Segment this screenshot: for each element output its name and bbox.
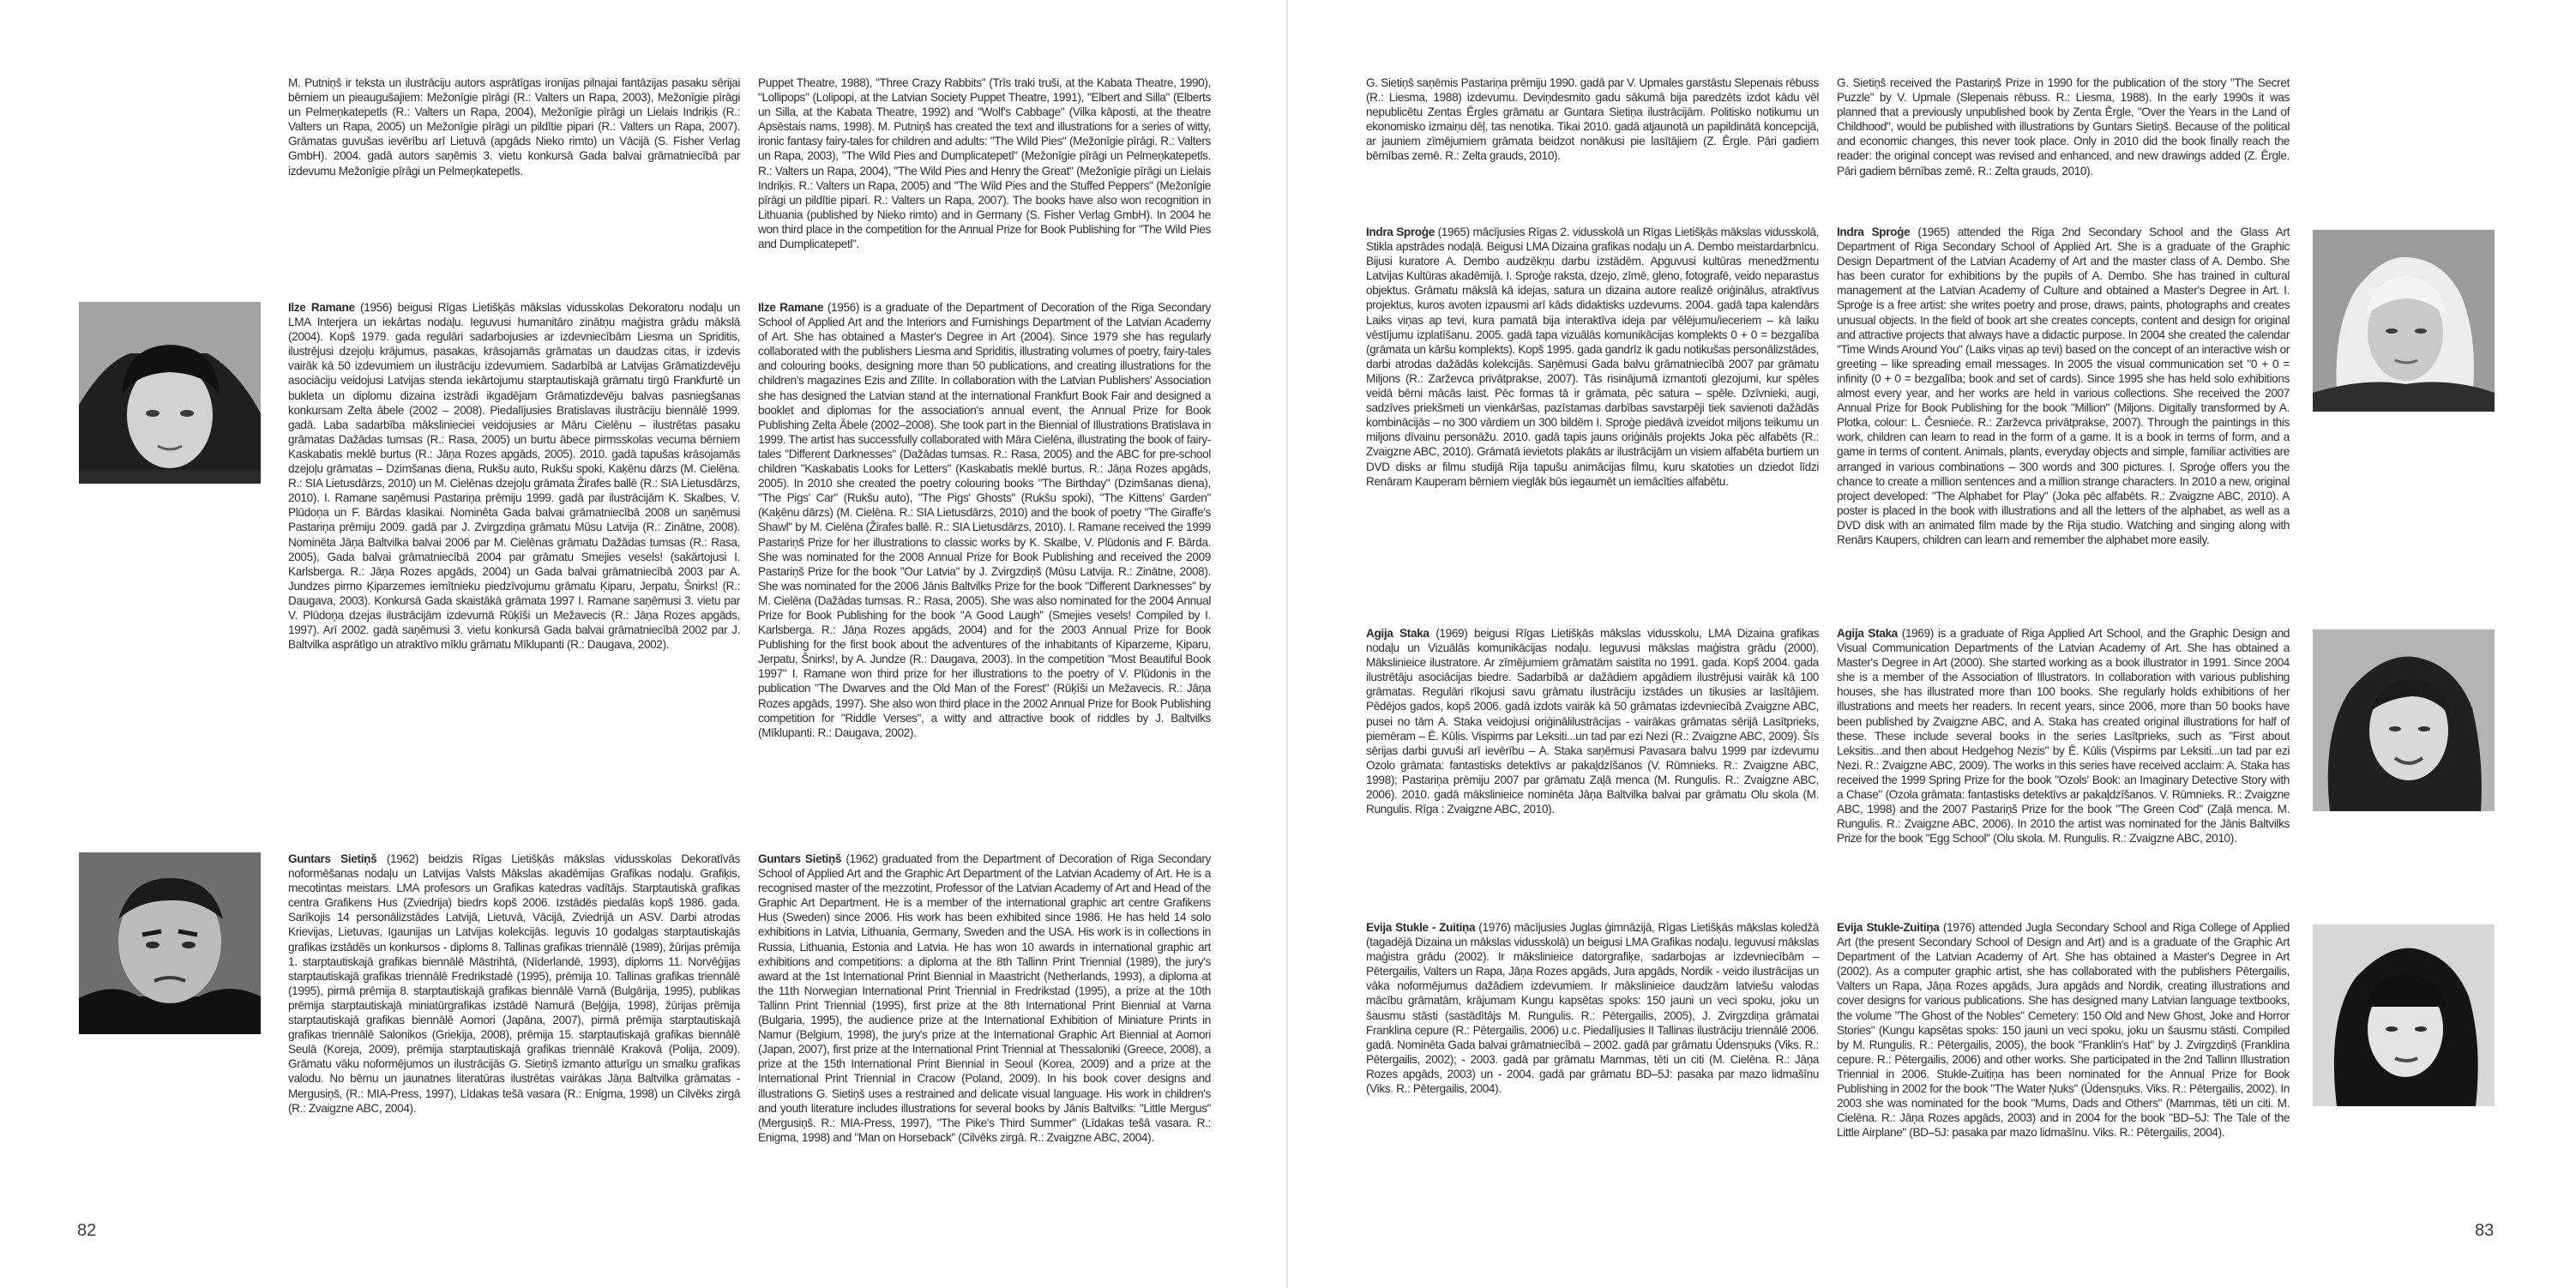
artist-name: Ilze Ramane [288,301,355,314]
portrait-photo-evija-stukle-zuitina [2313,924,2495,1106]
putnins-text-en [758,75,1211,251]
paragraph: G. Sietiņš received the Pastariņš Prize in 1990 for the publication of the story "The Secret Puzzle" by V. Upmale (Slepenais rēbuss. R.: Liesma, 1988). In the early 1990s it was planned that a previously unpublished book by Zenta Ērgle, "Over the Years in the Land of Childhood", would be published with illustrations by Guntars Sietiņš. Because of the political and economic changes, this never took place. Only in 2010 did the book finally reach the reader: the original concept was revised and enhanced, and new drawings added (Z. Ērgle. Pāri gadiem bērnības zemē. R.: Zelta grauds, 2010). [1837,76,2290,178]
artist-name: Evija Stukle - Zuitiņa [1366,921,1476,934]
portrait-photo-agija-staka [2313,629,2495,811]
sietins-text-en [758,852,1211,1145]
putnins-text-lv [288,75,740,178]
left-page [0,0,1286,1288]
artist-name: Evija Stukle-Zuitiņa [1837,921,1940,934]
stukle-text-en [1837,920,2290,1140]
sproge-text-en [1837,225,2290,547]
artist-name: Guntars Sietiņš [288,852,377,865]
artist-name: Indra Sproģe [1366,226,1435,238]
artist-name: Guntars Sietiņš [758,852,842,865]
paragraph: Puppet Theatre, 1988), "Three Crazy Rabbits" (Trīs traki truši, at the Kabata Theatre, 1990), "Lollipops" (Lolipopi, at the Latvian Society Puppet Theatre, 1991), "Elbert and Silla" (Elberts un Silla, at the Kabata Theatre, 1992) and "Wolf's Cabbage" (Vilka kāposti, at the theatre Apsēstais nams, 1998). M. Putniņš has created the text and illustrations for a series of witty, ironic fantasy fairy-tales for children and adults: "The Wild Pies" (Mežonīgie pīrāgi. R.: Valters un Rapa, 2003), "The Wild Pies and Dumplicatepetl" (Mežonīgie pīrāgi un Pelmeņkatepetls. R.: Valters un Rapa, 2004), "The Wild Pies and Henry the Great" (Mežonīgie pīrāgi un Lielais Indriķis. R.: Valters un Rapa, 2005) and "The Wild Pies and the Stuffed Peppers" (Mežonīgie pīrāgi un pildītie pipari. R.: Valters un Rapa, 2007). The books have also won recognition in Lithuania (published by Nieko rimto) and in Germany (S. Fisher Verlag GmbH). In 2004 he won third place in the competition for the Annual Prize for Book Publishing for "The Wild Pies and Dumplicatepetl". [758,76,1211,251]
sietins-text-lv [288,852,740,1116]
paragraph: G. Sietiņš saņēmis Pastariņa prēmiju 1990. gadā par V. Upmales garstāstu Slepenais rēbuss (R.: Liesma, 1988) izdevumu. Deviņdesmito gadu sākumā bija paredzēts izdot kādu vēl nepublicētu Zentas Ērgles grāmatu ar Guntara Sietiņa ilustrācijām. Politisko notikumu un ekonomisko izmaiņu dēļ, tas nenotika. Tikai 2010. gadā atjaunotā un papildinātā koncepcijā, ar jauniem zīmējumiem grāmata beidzot nonākusi pie lasītājiem (Z. Ērgle. Pāri gadiem bērnības zemē. R.: Zelta grauds, 2010). [1366,76,1819,163]
biography: (1976) mācījusies Juglas ģimnāzijā, Rīgas Lietišķās mākslas koledžā (tagadējā Dizaina un mākslas vidusskolā) un beigusi LMA Grafikas nodaļu. Ieguvusi mākslas maģistra grādu (2002). Ir mākslinieice datorgrafiķe, sadarbojas ar izdevniecībām – Pētergailis, Valters un Rapa, Jāņa Rozes apgāds, Jura apgāds, Nordik - veido ilustrācijas un vāka noformējumus dažādiem izdevumiem. Ir mākslinieice daudzām latviešu valodas mācību grāmatām, krājumam Kungu kapsētas spoks: 150 jauni un veci spoku, joku un šausmu stāsti (sastādītājs M. Rungulis. R.: Pētergailis, 2005), J. Zvirgzdiņa grāmatai Franklina cepure (R.: Pētergailis, 2006) u.c. Piedalījusies II Tallinas ilustrāciju triennālē 2006. gadā. Nominēta Gada balvai grāmatniecībā – 2002. gadā par grāmatu Ūdensņuks (Viks. R.: Pētergailis, 2002); - 2003. gadā par grāmatu Mammas, tēti un citi (M. Cielēna. R.: Jāņa Rozes apgāds, 2003) un - 2004. gadā par grāmatu BD–5J: pasaka par mazo lidmašīnu (Viks. R.: Pētergailis, 2004). [1366,921,1819,1096]
paragraph [1837,626,2290,846]
biography: (1962) graduated from the Department of Decoration of Riga Secondary School of Applied Art and the Graphic Art Department of the Latvian Academy of Art. He is a recognised master of the mezzotint, Professor of the Latvian Academy of Art and Head of the Graphic Art Department. He is a member of the international graphic art centre Grafikens Hus (Sweden) since 2006. His work has been exhibited since 1986. He has held 14 solo exhibitions in Latvia, Lithuania, Germany, Sweden and the USA. His work is in collections in Russia, Lithuania, Estonia and Latvia. He has won 10 awards in international graphic art exhibitions and competitions: a diploma at the 8th Tallinn Print Triennial (1989), the jury's award at the 1st International Print Biennial in Maastricht (Netherlands, 1993), a diploma at the 11th Norwegian International Print Triennial in Fredrikstad (1995), a prize at the 10th Tallinn Print Triennial (1995), first prize at the 8th International Print Biennial at Varna (Bulgaria, 1995), the audience prize at the International Exhibition of Miniature Prints in Namur (Belgium, 1998), the jury's prize at the International Graphic Art Biennial at Aomori (Japan, 2007), first prize at the International Print Triennial at Thessaloniki (Greece, 2008), a prize at the 15th International Print Biennial in Seoul (Korea, 2009) and a prize at the International Print Triennial in Cracow (Poland, 2009). In his book cover designs and illustrations G. Sietiņš uses a restrained and delicate visual language. His work in children's and youth literature includes illustrations for several books by Jānis Baltvilks: "Little Mergus" (Mergusiņš. R.: MIA-Press, 1997), "The Pike's Third Summer" (Līdakas tešā vasara. R.: Enigma, 1998) and "Man on Horseback" (Cilvēks zirgā. R.: Zvaigzne ABC, 2004). [758,852,1212,1144]
ramane-text-lv [288,300,740,652]
portrait-photo-indra-sproge [2313,230,2495,412]
artist-name: Indra Sproģe [1837,226,1911,238]
paragraph: M. Putniņš ir teksta un ilustrāciju autors asprātīgas ironijas pilnajai fantāzijas pasaku sērijai bērniem un pieaugušajiem: Mežonīgie pīrāgi (R.: Valters un Rapa, 2003), Mežonīgie pīrāgi un Pelmeņkatepetls (R.: Valters un Rapa, 2004), Mežonīgie pīrāgi un Lielais Indriķis (R.: Valters un Rapa, 2005) un Mežonīgie pīrāgi un pildītie pipari (R.: Valters un Rapa, 2007). Grāmatas guvušas ievērību arī Lietuvā (apgāds Nieko rimto) un Vācijā (S. Fisher Verlag GmbH). 2004. gadā autors saņēmis 3. vietu konkursā Gada balvai grāmatniecībā par izdevumu Mežonīgie pīrāgi un Pelmeņkatepetls. [288,76,740,178]
right-page [1288,0,2576,1288]
ramane-text-en [758,300,1211,740]
paragraph [288,852,740,1116]
artist-name: Agija Staka [1366,627,1429,640]
staka-text-en [1837,626,2290,846]
biography: (1969) beigusi Rīgas Lietišķās mākslas vidusskolu, LMA Dizaina grafikas nodaļu un Vizuālās komunikācijas nodaļu. Ieguvusi mākslas maģistra grādu (2000). Mākslinieice ilustratore. Ar zīmējumiem grāmatām saistīta no 1991. gada. Kopš 2004. gada ilustrētāju asociācijas biedre. Sadarbībā ar dažādiem apgādiem ilustrējusi vairāk kā 100 grāmatas. Regulāri rīkojusi savu grāmatu ilustrāciju izstādes un tikusies ar lasītājiem. Pēdējos gados, kopš 2006. gadā izdots vairāk kā 50 grāmatas izdevniecībā Zvaigzne ABC, pusei no tām A. Staka veidojusi oriģinālilustrācijas - vairākas grāmatas sērijā Lasītprieks, piemēram – Ē. Kūlis. Vispirms par Leksiti...un tad par ezi Nezi (R.: Zvaigzne ABC, 2009). Šīs sērijas darbi guvuši arī ievērību – A. Staka saņēmusi Pavasara balvu 1999 par izdevumu Ozolo grāmata: fantastisks detektīvs ar pakaļdzīšanos (V. Rūmnieks. R.: Zvaigzne ABC, 1998); Pastariņa prēmiju 2007 par grāmatu Zaļā menca (M. Rungulis. R.: Zvaigzne ABC, 2006). 2010. gadā mākslinieice nominēta Jāņa Baltvilka balvai par grāmatu Olu skola (M. Rungulis. Rīga : Zvaigzne ABC, 2010). [1366,627,1820,816]
staka-text-lv [1366,626,1819,816]
biography: (1976) attended Jugla Secondary School and Riga College of Applied Art (the present Secondary School of Design and Art) and is a graduate of the Graphic Art Department of the Latvian Academy of Art. She has obtained a Master's Degree in Art (2002). As a computer graphic artist, she has collaborated with the publishers Pētergailis, Valters un Rapa, Jāņa Rozes apgāds, Jura apgāds and Nordik, creating illustrations and cover designs for various publications. She has designed many Latvian language textbooks, the volume "The Ghost of the Nobles" Cemetery: 150 Old and New Ghost, Joke and Horror Stories" (Kungu kapsētas spoks: 150 jauni un veci spoku, joku un šausmu stāsti. Compiled by M. Rungulis. R.: Pētergailis, 2005), the book "Franklin's Hat" by J. Zvirgzdiņš (Franklina cepure. R.: Pētergailis, 2006) and other works. She participated in the 2nd Tallinn Illustration Triennial in 2006. Stukle-Zuitiņa has been nominated for the Annual Prize for Book Publishing in 2002 for the book "The Water Ņuks" (Ūdensņuks. Viks. R.: Pētergailis, 2002). In 2003 she was nominated for the book "Mums, Dads and Others" (Mammas, tēti un citi. M. Cielēna. R.: Jāņa Rozes apgāds, 2003) and in 2004 for the book "BD–5J: The Tale of the Little Airplane" (BD–5J: pasaka par mazo lidmašīnu. Viks. R.: Pētergailis, 2004). [1837,921,2290,1140]
paragraph [1366,626,1819,816]
paragraph [1366,920,1819,1096]
paragraph [1837,225,2290,547]
biography: (1969) is a graduate of Riga Applied Art School, and the Graphic Design and Visual Communication Departments of the Latvian Academy of Art. She has obtained a Master's Degree in Art (2000). She started working as a book illustrator in 1991. Since 2004 she is a member of the Association of Illustrators. In collaboration with various publishing houses, she has illustrated more than 100 books. She regularly holds exhibitions of her illustrations and meets her readers. In recent years, since 2006, more than 50 books have been published by Zvaigzne ABC, and A. Staka has created original illustrations for half of these. These include several books in the series Lasītprieks, such as "First about Leksitis...and then about Hedgehog Nezis" by Ē. Kūlis (Vispirms par Leksiti...un tad par ezi Nezi. R.: Zvaigzne ABC, 2009). The works in this series have received acclaim: A. Staka has received the 1999 Spring Prize for the book "Ozols' Book: an Imaginary Detective Story with a Chase" (Ozola grāmata: fantastisks detektīvs ar pakaļdzīšanos. V. Rūmnieks. R.: Zvaigzne ABC, 1998) and the 2007 Pastariņš Prize for the book "The Green Cod" (Zaļā menca. M. Rungulis. R.: Zvaigzne ABC, 2006). In 2010 the artist was nominated for the Jānis Baltvilks Prize for the book "Egg School" (Olu skola. M. Rungulis. R.: Zvaigzne ABC, 2010). [1837,627,2290,846]
portrait-photo-guntars-sietins [79,852,261,1034]
biography: (1965) attended the Riga 2nd Secondary School and the Glass Art Department of Riga Secondary School of Applied Art. She is a graduate of the Graphic Design Department of the Latvian Academy of Art and the master class of A. Dembo. She has been curator for exhibitions by the pupils of A. Dembo. She has trained in cultural management at the Latvian Academy of Culture and obtained a Master's Degree in Art. I. Sproģe is a free artist: she writes poetry and prose, draws, paints, photographs and creates unusual objects. In the field of book art she creates concepts, content and design for original and attractive projects that always have a didactic purpose. In 2004 she created the calendar "Time Winds Around You" (Laiks viņas ap tevi) based on the concept of an interactive wish or greeting – like spreading email messages. In 2005 the visual communication set "0 + 0 = infinity (0 + 0 = bezgalība; book and set of cards). Since 1995 she has held solo exhibitions almost every year, and her works are held in various collections. She received the 2007 Annual Prize for Book Publishing for the book "Million" (Miljons. Digitally transformed by A. Plotka, colour: L. Česnieće. R.: Zarževca privātprakse, 2007). Through the paintings in this work, children can learn to read in the form of a game. It is a book in terms of form, and a game in terms of content. Animals, plants, everyday objects and simple, familiar activities are arranged in various combinations – 300 words and 300 pictures. I. Sproģe offers you the chance to create a million sentences and a million strange characters. In 2010 a new, original project developed: "The Alphabet for Play" (Joka pēc alfabēts. R.: Zvaigzne ABC, 2010). A poster is placed in the book with illustrations and all the letters of the alphabet, as well as a DVD disk with an animated film made by the Rija studio. Watching and singing along with Renārs Kaupers, children can learn and remember the alphabet more easily. [1837,226,2290,546]
paragraph [1837,920,2290,1140]
page-number: 82 [77,1221,97,1240]
paragraph [1366,225,1819,489]
portrait-photo-ilze-ramane [79,302,261,484]
biography: (1956) beigusi Rīgas Lietišķās mākslas vidusskolas Dekoratoru nodaļu un LMA Interjera un iekārtas nodaļu. Ieguvusi humanitāro zinātņu maģistra grādu mākslā (2004). Kopš 1979. gada regulāri sadarbojusies ar izdevniecībām Liesma un Spriditis, ilustrējusi dzejoļu krājumus, pasakas, krāsojamās grāmatas un daudzas citas, ir izdevis vairāk kā 50 izdevumiem un ilustrāciju izdevumiem. Sadarbībā ar Latvijas Grāmatizdevēju asociāciju veidojusi Latvijas stenda iekārtojumu starptautiskajā grāmatu tirgū Frankfurtē un bukleta un diplomu dizaina izstrādi ikgadējam Grāmatizdevēju balvas pasniegšanas konkursam Zelta ābele (2002 – 2008). Piedalījusies Bratislavas ilustrāciju biennālē 1999. gadā. Laba sadarbība mākslinieciei veidojusies ar Māru Cielēnu – ilustrētas pasaku grāmatas Dažādas tumsas (R.: Rasa, 2005) un burtu ābece pirmsskolas vecuma bērniem Kaskabatis meklē burtus (R.: Jāņa Rozes apgāds, 2005). 2010. gadā tapušas krāsojamās dzejoļu grāmatas – Dzimšanas diena, Rukšu auto, Rukšu spoki, Kaķēnu dārzs (M. Cielēna. R.: SIA Lietusdārzs, 2010) un M. Cielēnas dzejoļu grāmata Žirafes ballē (R.: SIA Lietusdārzs, 2010). I. Ramane saņēmusi Pastariņa prēmiju 1999. gadā par ilustrācijām K. Skalbes, V. Plūdoņa un F. Bārdas klasikai. Nominēta Gada balvai grāmatniecībā 2008 un saņēmusi Pastariņa prēmiju 2009. gadā par J. Zvirgzdiņa grāmatu Mūsu Latvija (R.: Zinātne, 2008). Nominēta Jāņa Baltvilka balvai 2006 par M. Cielēnas grāmatu Dažādas tumsas (R.: Rasa, 2005), Gada balvai grāmatniecībā 2004 par grāmatu Smejies vesels! (sakārtojusi I. Karlsberga. R.: Jāņa Rozes apgāds, 2004) un Gada balvai grāmatniecībā 2003 par A. Jundzes pirmo Ķiparzemes iemītnieku piedzīvojumu grāmatu Ķiparu, Jerpatu, Šnirks! (R.: Daugava, 2003). Konkursā Gada skaistākā grāmata 1997 I. Ramane saņēmusi 3. vietu par V. Plūdoņa dzejas ilustrācijām izdevumā Rūķīši un Mežavecis (R.: Jāņa Rozes apgāds, 1997). Arī 2002. gadā saņēmusi 3. vietu konkursā Gada balvai grāmatniecībā 2002 par J. Baltvilka asprātīgo un atraktīvo mīklu grāmatu Mīklupanti (R.: Daugava, 2002). [288,301,740,652]
sietins-cont-text-lv [1366,75,1819,164]
artist-name: Ilze Ramane [758,301,824,314]
paragraph [288,300,740,652]
sietins-cont-text-en [1837,75,2290,178]
page-number: 83 [2475,1221,2495,1240]
sproge-text-lv [1366,225,1819,489]
biography: (1956) is a graduate of the Department of Decoration of the Riga Secondary School of Applied Art and the Interiors and Furnishings Department of the Latvian Academy of Art. She has obtained a Master's Degree in Art (2004). Since 1979 she has regularly collaborated with the publishers Liesma and Spriditis, illustrating volumes of poetry, fairy-tales and colouring books, designing more than 50 publications, and creating illustrations for the children's magazines Ezis and Zīlīte. In collaboration with the Latvian Publishers' Association she has designed the Latvian stand at the international Frankfurt Book Fair and designed a booklet and diplomas for the association's annual event, the Annual Prize for Book Publishing Zelta Ābele (2002–2008). She took part in the Biennial of Illustrations Bratislava in 1999. The artist has successfully collaborated with Māra Cielēna, illustrating the book of fairy-tales "Different Darknesses" (Dažādas tumsas. R.: Rasa, 2005) and the ABC for pre-school children "Kaskabatis Looks for Letters" (Kaskabatis meklē burtus. R.: Jāņa Rozes apgāds, 2005). In 2010 she created the poetry colouring books "The Birthday" (Dzimšanas diena), "The Pigs' Car" (Rukšu auto), "The Pigs' Ghosts" (Rukšu spoki), "The Kittens' Garden" (Kaķēnu dārzs) (M. Cielēna. R.: SIA Lietusdārzs, 2010) and the book of poetry "The Giraffe's Shawl" by M. Cielēna (Žirafes ballē. R.: SIA Lietusdārzs, 2010). I. Ramane received the 1999 Pastariņš Prize for her illustrations to classic works by K. Skalbe, V. Plūdonis and F. Bārda. She was nominated for the 2008 Annual Prize for Book Publishing and received the 2009 Pastariņš Prize for the book "Our Latvia" by J. Zvirgzdiņš (Mūsu Latvija. R.: Zinātne, 2008). She was nominated for the 2006 Jānis Baltvilks Prize for the book "Different Darknesses" by M. Cielēna (Dažādas tumsas. R.: Rasa, 2005). She was also nominated for the 2004 Annual Prize for Book Publishing for the book "A Good Laugh" (Smejies vesels! Compiled by I. Karlsberga. R.: Jāņa Rozes apgāds, 2004) and for the 2003 Annual Prize for Book Publishing for the first book about the adventures of the inhabitants of Kiparzeme, Ķiparu, Jerpatu, Šnirks!, by A. Jundze (R.: Daugava, 2003). In the competition "Most Beautiful Book 1997" I. Ramane won third prize for her illustrations to the poetry of V. Plūdonis in the publication "The Dwarves and the Old Man of the Forest" (Rūķīši un Mežavecis. R.: Jāņa Rozes apgāds, 1997). She also won third place in the 2002 Annual Prize for Book Publishing competition for "Riddle Verses", a witty and attractive book of riddles by J. Baltvilks (Mīklupanti. R.: Daugava, 2002). [758,301,1211,739]
biography: (1962) beidzis Rīgas Lietišķās mākslas vidusskolas Dekoratīvās noformēšanas nodaļu un Latvijas Valsts Mākslas akadēmijas Grafikas nodaļu. Grafiķis, mecotintas meistars. LMA profesors un Grafikas katedras vadītājs. Starptautiskā grafikas centra Grafikens Hus (Zviedrija) biedrs kopš 2006. Izstādēs piedalās kopš 1986. gada. Sarīkojis 14 personālizstādes Latvijā, Lietuvā, Vācijā, Zviedrijā un ASV. Darbi atrodas Krievijas, Lietuvas, Igaunijas un Latvijas kolekcijās. Ieguvis 10 godalgas starptautiskajās grafikas izstādēs un konkursos - diploms 8. Tallinas grafikas triennālē (1989), žūrijas prēmija 1. starptautiskajā grafikas biennālē Māstrihtā, (Nīderlandē, 1993), diploms 11. Norvēģijas starptautiskajā grafikas triennālē Fredrikstadē (1995), prēmija 10. Tallinas grafikas triennālē (1995), pirmā prēmija 8. starptautiskajā grafikas biennālē Varnā (Bulgārija, 1995), publikas prēmija starptautiskajā miniatūrgrafikas izstādē Namurā (Beļģija, 1998), žūrijas prēmija starptautiskajā grafikas biennālē Aomori (Japāna, 2007), pirmā prēmija starptautiskajā grafikas triennālē Salonikos (Grieķija, 2008), prēmija 15. starptautiskajā grafikas biennālē Seulā (Koreja, 2009), prēmija starptautiskajā grafikas triennālē Krakovā (Polija, 2009). Grāmatu vāku noformējumos un ilustrācijās G. Sietiņš izmanto atturīgu un smalku grafikas valodu. No bērnu un jaunatnes literatūras ilustrētas vairākas Jāņa Baltvilka grāmatas - Mergusiņš, (R.: MIA-Press, 1997), Līdakas tešā vasara (R.: Enigma, 1998) un Cilvēks zirgā (R.: Zvaigzne ABC, 2004). [288,852,741,1115]
paragraph [758,852,1211,1145]
paragraph [758,300,1211,740]
biography: (1965) mācījusies Rīgas 2. vidusskolā un Rīgas Lietišķās mākslas vidusskolā, Stikla apstrādes nodaļā. Beigusi LMA Dizaina grafikas nodaļu un A. Dembo meistardarbnīcu. Bijusi kuratore A. Dembo audzēkņu darbu izstādēm. Apguvusi kultūras menedžmentu Latvijas Kultūras akadēmijā. I. Sproģe raksta, dzejo, zīmē, gleno, fotografē, veido neparastus objektus. Grāmatu mākslā kā idejas, satura un dizaina autore realizē oriģinālus, atraktīvus projektus, kuros avoten izpausmi arī kāds didaktisks uzdevums. 2004. gadā tapa kalendārs Laiks viņas ap tevi, kura pamatā bija interaktīva ideja par vēlējumu/ieceriem – kā laiku vēstījumu izplatīšanu. 2005. gadā tapa vizuālās komunikācijas komplekts 0 + 0 = bezgalība (grāmata un kāršu komplekts). Kopš 1995. gada gandrīz ik gadu notikušas personālizstādes, darbi atrodas dažādās kolekcijās. Saņēmusi Gada balvu grāmatniecībā 2007 par grāmatu Miljons (R.: Zarževca privātprakse, 2007). Tās risinājumā izmantoti glezojumi, kur spēles veidā bērni mācās laist. Pēc formas tā ir grāmata, pēc satura – spēle. Dzīvnieki, augi, sadzīves priekšmeti un vienkāršas, pazīstamas darbības savstarpēji tiek savienoti dažādās kombinācijās – no 300 vārdiem un 300 bildēm I. Sproģe piedāvā izveidot miljons teikumu un miljons dīvainu personāžu. 2010. gadā tapis jauns oriģināls projekts Joka pēc alfabēts (R.: Zvaigzne ABC, 2010). Grāmatā ievietots plakāts ar ilustrācijām un visiem alfabēta burtiem un DVD disks ar filmu studijā Rija tapušu animācijas filmu, kuru skatoties un dziedot līdzi Renāram Kauperam bērniem vieglāk būs iegaumēt un iemācīties alfabētu. [1366,226,1819,488]
stukle-text-lv [1366,920,1819,1096]
artist-name: Agija Staka [1837,627,1898,640]
